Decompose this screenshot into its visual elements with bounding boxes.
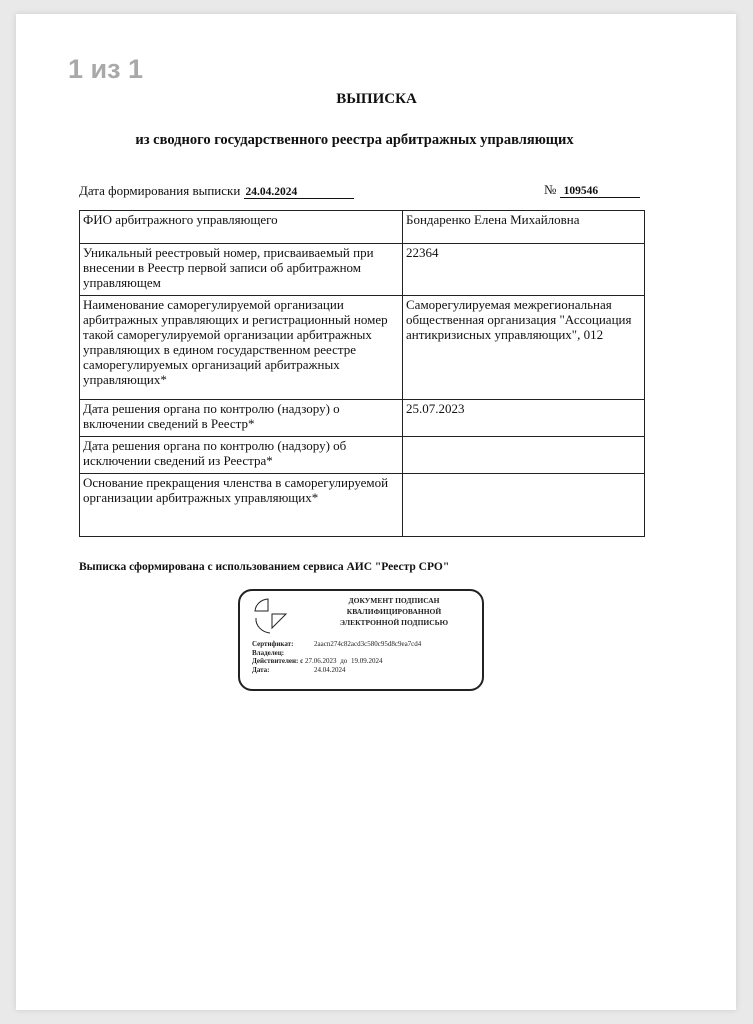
extract-number-label: № [544,182,557,197]
electronic-signature-stamp [238,589,484,691]
formation-date-label: Дата формирования выписки [79,183,241,198]
validity-row [252,657,421,666]
validity-from: 27.06.2023 [304,657,337,665]
row-value [403,474,645,537]
certificate-row [252,640,421,649]
validity-to-label: до [340,657,348,665]
footer-note: Выписка сформирована с использованием сервиса АИС "Реестр СРО" [79,561,450,573]
table-row [80,211,645,244]
stamp-heading-line: КВАЛИФИЦИРОВАННОЙ [346,607,442,616]
registry-table [79,210,645,537]
extract-number-line [544,182,640,198]
stamp-heading-line: ДОКУМЕНТ ПОДПИСАН [348,596,440,605]
owner-row [252,649,421,658]
table-row [80,437,645,474]
signing-date-value: 24.04.2024 [314,665,346,674]
row-value: 22364 [403,244,645,296]
formation-date-line [79,183,354,199]
row-value [403,437,645,474]
signing-date-row [252,666,421,675]
row-value: Саморегулируемая межрегиональная общественная организация "Ассоциация антикризисных управляющих", 012 [403,296,645,400]
certificate-value: 2aacn274c82acd3c580c95d8c9ea7cd4 [314,640,422,648]
row-value: 25.07.2023 [403,400,645,437]
row-label: Дата решения органа по контролю (надзору) об исключении сведений из Реестра* [80,437,403,474]
signing-date-label: Дата: [252,665,270,674]
stamp-heading-line: ЭЛЕКТРОННОЙ ПОДПИСЬЮ [339,618,449,627]
row-label: ФИО арбитражного управляющего [80,211,403,244]
row-label: Дата решения органа по контролю (надзору) о включении сведений в Реестр* [80,400,403,437]
row-label: Наименование саморегулируемой организации арбитражных управляющих и регистрационный номер такой саморегулируемой организации арбитражных управляющих в едином государственном реестре саморегулируемых организаций арбитражных управляющих* [80,296,403,400]
table-row [80,400,645,437]
table-row [80,244,645,296]
row-label: Основание прекращения членства в саморегулируемой организации арбитражных управляющих* [80,474,403,537]
stamp-heading [314,595,474,628]
document-title: ВЫПИСКА [336,91,417,107]
formation-date-value: 24.04.2024 [244,186,354,199]
row-label: Уникальный реестровый номер, присваиваемый при внесении в Реестр первой записи об арбитражном управляющем [80,244,403,296]
owner-label: Владелец: [252,648,285,657]
certificate-label: Сертификат: [252,640,294,648]
validity-to: 19.09.2024 [351,657,383,665]
page-counter: 1 из 1 [68,54,144,84]
row-value: Бондаренко Елена Михайловна [403,211,645,244]
signature-logo-icon [250,596,308,636]
document-subtitle: из сводного государственного реестра арбитражных управляющих [135,132,574,148]
table-row [80,474,645,537]
extract-number-value: 109546 [560,185,640,198]
validity-label: Действителен: с [252,657,304,665]
table-row [80,296,645,400]
stamp-details [252,640,421,674]
